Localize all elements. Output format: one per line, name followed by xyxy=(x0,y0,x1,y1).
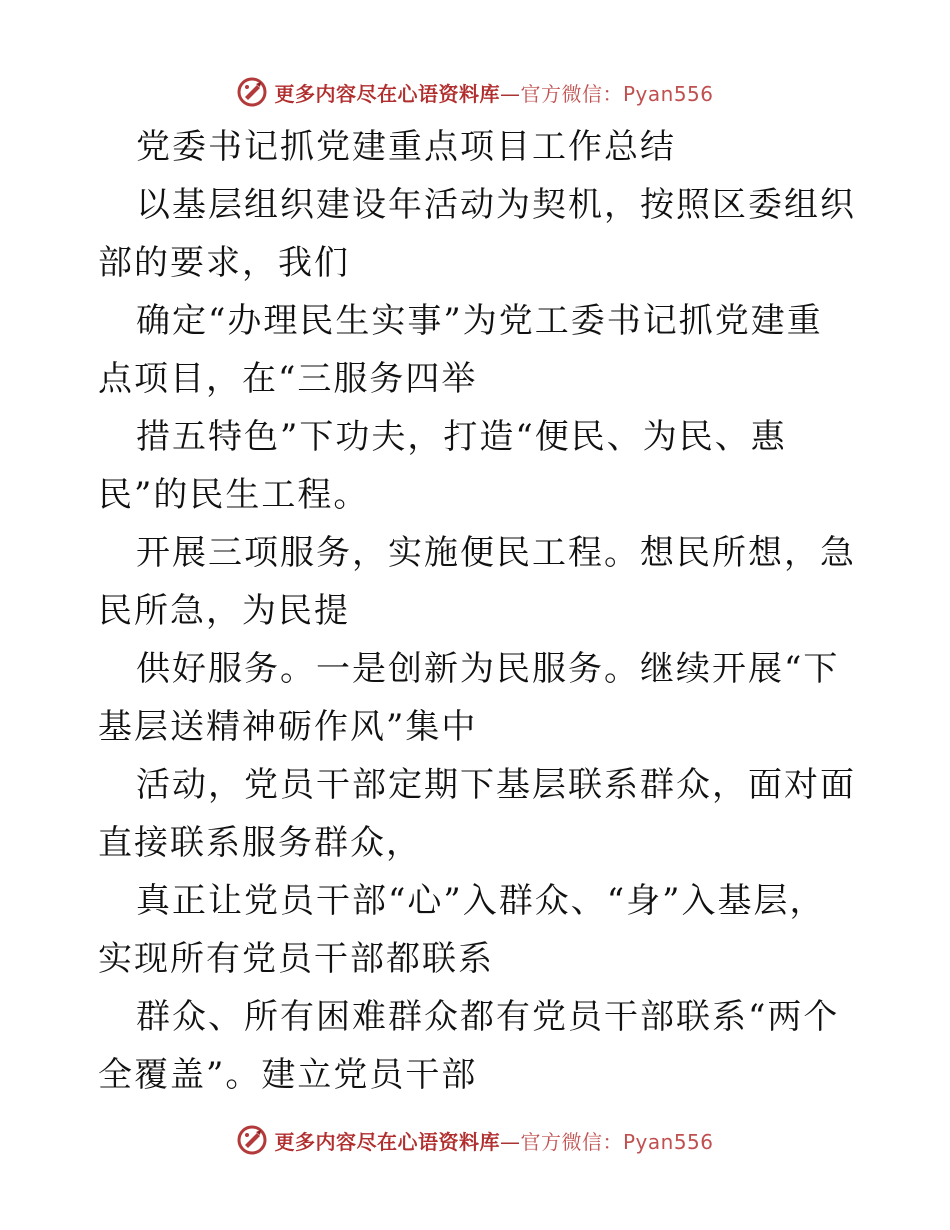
paragraph: 活动，党员干部定期下基层联系群众，面对面直接联系服务群众， xyxy=(98,765,856,863)
footer-dash: — xyxy=(499,1129,521,1154)
paragraph: 确定“办理民生实事”为党工委书记抓党建重点项目，在“三服务四举 xyxy=(98,301,823,399)
header-wechat-id: Pyan556 xyxy=(622,81,714,106)
footer-wechat-id: Pyan556 xyxy=(622,1129,714,1154)
brand-logo-icon xyxy=(236,1124,268,1156)
document-title: 党委书记抓党建重点项目工作总结 xyxy=(136,127,676,167)
paragraph: 群众、所有困难群众都有党员干部联系“两个全覆盖”。建立党员干部 xyxy=(98,997,840,1095)
header-dash: — xyxy=(499,81,521,106)
paragraph: 真正让党员干部“心”入群众、“身”入基层，实现所有党员干部都联系 xyxy=(98,881,826,979)
footer-wechat-label: 官方微信： xyxy=(520,1129,623,1154)
paragraph: 以基层组织建设年活动为契机，按照区委组织部的要求，我们 xyxy=(98,185,856,283)
document-body xyxy=(98,118,858,1104)
header-wechat-label: 官方微信： xyxy=(520,81,623,106)
brand-logo-icon xyxy=(236,76,268,108)
paragraph: 开展三项服务，实施便民工程。想民所想，急民所急，为民提 xyxy=(98,533,856,631)
paragraph: 措五特色”下功夫，打造“便民、为民、惠民”的民生工程。 xyxy=(98,417,787,515)
paragraph: 供好服务。一是创新为民服务。继续开展“下基层送精神砺作风”集中 xyxy=(98,649,840,747)
header-watermark xyxy=(0,72,950,112)
header-brand-cn: 更多内容尽在心语资料库 xyxy=(274,81,500,106)
header-brand-text xyxy=(274,78,713,107)
footer-brand-text xyxy=(274,1126,713,1155)
footer-brand-cn: 更多内容尽在心语资料库 xyxy=(274,1129,500,1154)
footer-watermark xyxy=(0,1120,950,1160)
